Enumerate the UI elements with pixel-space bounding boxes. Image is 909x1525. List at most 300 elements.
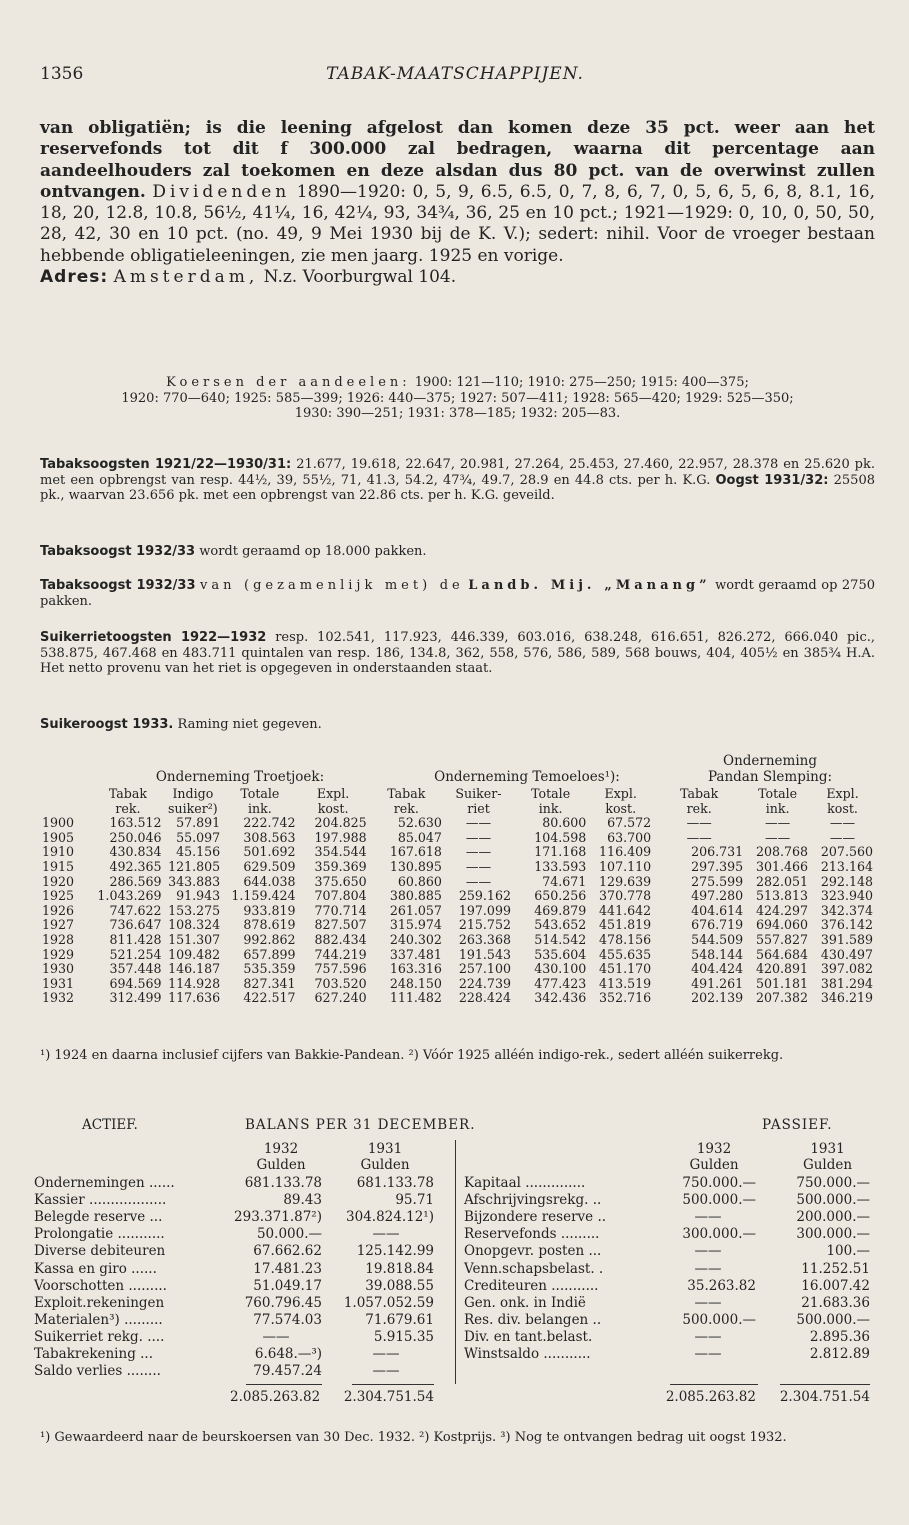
actief-year-a: 1932 (263, 1141, 299, 1157)
passief-item-1931: 2.812.89 (809, 1346, 870, 1362)
table-row-cell: 352.716 (599, 990, 652, 1006)
table-row-cell: 544.509 (691, 931, 744, 947)
table-row-cell: 770.714 (314, 902, 367, 918)
table-row-cell: 451.819 (599, 917, 652, 933)
actief-rule-b (352, 1384, 434, 1385)
table-header-row-cell: Tabak (387, 786, 426, 801)
table-row-cell: 736.647 (109, 917, 162, 933)
actief-item-1931: 95.71 (395, 1192, 434, 1209)
table-row-cell: 167.618 (389, 844, 442, 860)
table-row-cell: —— (465, 858, 492, 874)
passief-item-1931: 16.007.42 (801, 1277, 870, 1294)
table-row-cell: 422.517 (243, 990, 296, 1006)
table-row (40, 904, 875, 919)
table-row-cell: 222.742 (243, 815, 296, 831)
table-row-cell: 491.261 (691, 975, 744, 991)
passief-item-label: Res. div. belangen .. (464, 1311, 602, 1328)
oogsten-label: Tabaksoogsten 1921/22—1930/31: (40, 457, 292, 472)
actief-total-b: 2.304.751.54 (343, 1389, 434, 1405)
passief-total-b: 2.304.751.54 (779, 1389, 870, 1405)
actief-item-1931: 125.142.99 (356, 1243, 434, 1260)
table-row-cell: 228.424 (458, 990, 511, 1006)
koersen-text2: 1920: 770—640; 1925: 585—399; 1926: 440—375; 1927: 507—411; 1928: 565—420; 1929: 525—350; (121, 390, 794, 406)
table-row-cell: 261.057 (389, 902, 442, 918)
table-row-cell: 207.560 (820, 844, 873, 860)
actief-item-1932: 77.574.03 (253, 1311, 322, 1328)
balance-sheet (34, 1117, 875, 1408)
table-row-cell: 346.219 (820, 990, 873, 1006)
table-row-cell: 564.684 (755, 946, 809, 962)
table-row-cell: 204.825 (314, 815, 367, 831)
table-header-row (40, 802, 875, 817)
table-row-cell: 1910 (42, 844, 75, 860)
suikeroogst-label: Suikeroogst 1933. (40, 717, 174, 732)
address-city: Amsterdam, (113, 267, 259, 288)
table-row-cell: 1915 (42, 858, 75, 874)
suikerriet-text: resp. 102.541, 117.923, 446.339, 603.016, 638.248, 616.651, 826.272, 666.040 pic., 538.875, 467.468 en 483.711 quintalen van resp. 186, 134.8, 362, 558, 576, 586, 589, 568 bouws, 404, 405½ en 385¾ H.A. Het netto provenu van het riet is opgegeven in onderstaanden staat. (40, 630, 876, 676)
group-troetjoek: Onderneming Troetjoek: (155, 769, 325, 785)
actief-item-label: Ondernemingen ...... (34, 1175, 175, 1191)
table-row-cell: 197.988 (314, 829, 367, 845)
table-row-cell: —— (829, 829, 856, 845)
passief-item-label: Div. en tant.belast. (464, 1328, 593, 1345)
passief-year-b: 1931 (810, 1141, 845, 1157)
group-temoeloes: Onderneming Temoeloes¹): (434, 769, 620, 785)
table-row-cell: 1931 (42, 975, 75, 991)
table-row-cell: 104.598 (534, 829, 587, 845)
table-row-cell: 354.544 (314, 844, 367, 860)
table-row-cell: 1920 (42, 873, 75, 889)
passief-item-1931: 500.000.— (796, 1192, 870, 1209)
actief-item-label: Suikerriet rekg. .... (34, 1328, 165, 1345)
table-row-cell: 146.187 (168, 961, 221, 977)
table-row-cell: 492.365 (109, 858, 162, 874)
table-row-cell: 477.423 (534, 975, 587, 991)
table-row-cell: 240.302 (389, 931, 442, 947)
passief-item-1932: —— (694, 1260, 722, 1277)
actief-item-label: Kassier .................. (34, 1192, 167, 1209)
table-row-cell: 108.324 (168, 917, 221, 933)
table-row-cell: 478.156 (599, 931, 652, 947)
balans-actief-title: ACTIEF. (82, 1117, 138, 1133)
table-row-cell: 171.168 (534, 844, 587, 860)
table-row-cell: 430.834 (109, 844, 162, 860)
table-row-cell: 57.891 (176, 815, 221, 831)
table-row-cell: 557.827 (755, 931, 809, 947)
table-row-cell: 250.046 (109, 829, 162, 845)
table-row-cell: 342.374 (820, 902, 873, 918)
oogst-text: 25508 pk., waarvan 23.656 pk. met een opbrengst van 22.86 cts. per h. K.G. geveild. (40, 472, 875, 503)
table-row-cell: —— (465, 829, 492, 845)
table-row-cell: 297.395 (691, 858, 744, 874)
table-row-cell: 430.100 (534, 961, 587, 977)
table-row-cell: 501.181 (755, 975, 809, 991)
table-row-cell: 308.563 (243, 829, 296, 845)
table-row-cell: 455.635 (599, 946, 652, 962)
table-header-row-cell: kost. (317, 800, 349, 816)
table-row-cell: 543.652 (534, 917, 587, 933)
table-row-cell: 513.813 (755, 888, 809, 904)
table-row-cell: 703.520 (314, 975, 367, 991)
actief-item-1931: 304.824.12¹) (346, 1209, 434, 1226)
table-row-cell: 117.636 (168, 990, 221, 1006)
table-row (40, 860, 875, 875)
table-row-cell: 121.805 (168, 858, 221, 874)
koersen-block (40, 375, 875, 422)
table-row-cell: 451.170 (599, 961, 652, 977)
table-row-cell: 207.382 (755, 990, 809, 1006)
actief-item-1931: 681.133.78 (356, 1175, 434, 1191)
table-row-cell: 469.879 (534, 902, 587, 918)
table-row-cell: 370.778 (599, 888, 652, 904)
table-row-cell: 91.943 (176, 888, 221, 904)
table-row-cell: 312.499 (109, 990, 162, 1006)
table-header-row-cell: Expl. (316, 786, 350, 801)
table-row (40, 962, 875, 977)
table-row-cell: 202.139 (691, 990, 744, 1006)
passief-item-1932: 500.000.— (682, 1311, 756, 1328)
table-header-row-cell: rek. (393, 800, 419, 816)
passief-item-label: Afschrijvingsrekg. .. (464, 1192, 602, 1209)
table-row-cell: 263.368 (458, 931, 511, 947)
table-row-cell: 67.572 (607, 815, 652, 831)
actief-item-label: Kassa en giro ...... (34, 1260, 157, 1277)
table-row-cell: 694.569 (109, 975, 162, 991)
table-row-cell: 301.466 (755, 858, 809, 874)
table-row-cell: 1925 (42, 888, 75, 904)
table-row-cell: 404.614 (691, 902, 744, 918)
table-row-cell: 397.082 (820, 961, 873, 977)
intro-text-a: van obligatiën; is die leening afgelost dan komen deze 35 pct. weer aan het reservefonds tot dit f 300.000 zal bedragen, waarna dit percentage aan aandeelhouders zal toekomen en deze alsdan dus 80 pct. van de overwinst zullen ontvangen. (40, 118, 875, 202)
passief-item-1932: 300.000.— (682, 1226, 756, 1243)
balans-title: BALANS PER 31 DECEMBER. (245, 1117, 476, 1133)
actief-unit-b: Gulden (360, 1157, 410, 1173)
table-row-cell: 514.542 (534, 931, 587, 947)
oogsten-block (40, 457, 875, 504)
actief-item-1932: 51.049.17 (253, 1277, 322, 1294)
table-row-cell: 74.671 (542, 873, 587, 889)
actief-item-label: Diverse debiteuren (34, 1243, 166, 1260)
table-row (40, 977, 875, 992)
oogsten-text: 21.677, 19.618, 22.647, 20.981, 27.264, 25.453, 27.460, 22.957, 28.378 en 25.620 pk. met een opbrengst van resp. 44½, 39, 55½, 71, 41.3, 54.2, 47¾, 49.7, 28.9 en 44.8 cts. per h. K.G. (40, 457, 876, 488)
running-title: TABAK-MAATSCHAPPIJEN. (326, 64, 584, 84)
table-row-cell: 744.219 (314, 946, 367, 962)
table-header-row-cell: ink. (765, 800, 790, 816)
table-row-cell: 933.819 (243, 902, 296, 918)
table-row-cell: 1.159.424 (231, 888, 296, 904)
table-row-cell: 404.424 (691, 961, 744, 977)
table-header-row-cell: ink. (538, 800, 563, 816)
table-row-cell: 224.739 (458, 975, 511, 991)
table-row-cell: 206.731 (691, 844, 744, 860)
passief-item-1932: 750.000.— (682, 1175, 756, 1191)
suikeroogst-block (40, 717, 875, 733)
passief-item-label: Winstsaldo ........... (464, 1346, 591, 1362)
passief-item-label: Reservefonds ......... (464, 1226, 600, 1243)
table-row-cell: 107.110 (599, 858, 652, 874)
table-row (40, 889, 875, 904)
table-row-cell: 213.164 (820, 858, 873, 874)
actief-item-1932: 50.000.— (256, 1226, 322, 1243)
table-row-cell: 381.294 (820, 975, 873, 991)
table-row-cell: 52.630 (397, 815, 442, 831)
table-row-cell: 153.275 (168, 902, 221, 918)
table-header-row-cell: Tabak (108, 786, 147, 801)
actief-item-1932: 293.371.87²) (234, 1209, 322, 1226)
actief-item-1932: 89.43 (283, 1192, 322, 1209)
table-row-cell: 208.768 (755, 844, 809, 860)
passief-rule-b (780, 1384, 870, 1385)
oogst2-company: Landb. Mij. „Manang” (468, 578, 711, 593)
table-row-cell: 60.860 (397, 873, 442, 889)
table-row-cell: 1927 (42, 917, 75, 933)
oogst2-label: Tabaksoogst 1932/33 (40, 578, 196, 593)
table-row-cell: 535.359 (243, 961, 296, 977)
actief-item-1932: 17.481.23 (253, 1260, 322, 1277)
table-header-row-cell (40, 802, 92, 817)
address-label: Adres: (40, 267, 109, 288)
passief-item-1932: —— (694, 1243, 722, 1260)
table-header-row-cell (40, 787, 92, 802)
table-header-row-cell: Expl. (604, 786, 637, 801)
intro-text-b: 1890—1920: 0, 5, 9, 6.5, 6.5, 0, 7, 8, 6, 7, 0, 5, 6, 5, 6, 8, 8.1, 16, 18, 20, 12.8, 10.8, 56½, 41¼, 16, 42¼, 93, 34¾, 36, 25 en 10 pct.; 1921—1929: 0, 10, 0, 50, 50, 28, 42, 30 en 10 pct. (no. 49, 9 Mei 1930 bij de K. V.); sedert: nihil. Voor de vroeger bestaan hebbende obligatieleeningen, zie men jaarg. 1925 en vorige. (40, 181, 875, 266)
passief-total-a: 2.085.263.82 (665, 1389, 756, 1405)
table-row-cell: 1928 (42, 931, 75, 947)
passief-item-1931: 300.000.— (796, 1226, 870, 1243)
table-row (40, 816, 875, 831)
actief-item-1931: 19.818.84 (365, 1260, 434, 1277)
table-row-cell: 55.097 (176, 829, 221, 845)
table-row-cell: 420.891 (755, 961, 809, 977)
table-header-row-cell: Indigo (172, 786, 214, 801)
passief-item-1932: —— (694, 1346, 722, 1362)
table-header-row-cell: kost. (827, 800, 858, 816)
table-row-cell: —— (765, 815, 791, 831)
table-row-cell: 380.885 (389, 888, 442, 904)
table-header-row (40, 787, 875, 802)
balans-passief-title: PASSIEF. (762, 1117, 833, 1133)
table-header-row-cell: Totale (240, 786, 280, 801)
actief-unit-a: Gulden (256, 1157, 306, 1173)
actief-item-label: Materialen³) ......... (34, 1311, 163, 1328)
table-row-cell: 1929 (42, 946, 75, 962)
actief-item-1932: 79.457.24 (253, 1363, 322, 1380)
table-row-cell: 116.409 (599, 844, 652, 860)
passief-item-1931: 11.252.51 (801, 1260, 870, 1277)
actief-year-b: 1931 (367, 1141, 403, 1157)
table-row-cell: —— (829, 815, 856, 831)
table-header-row-cell: Totale (758, 786, 798, 801)
table-row-cell: 129.639 (599, 873, 652, 889)
passief-rule-a (670, 1384, 758, 1385)
actief-item-label: Voorschotten ......... (34, 1277, 167, 1294)
table-footnote: ¹) 1924 en daarna inclusief cijfers van Bakkie-Pandean. ²) Vóór 1925 alléén indigo-rek., sedert alléén suikerrekg. (40, 1048, 784, 1063)
table-row-cell: 257.100 (458, 961, 511, 977)
table-row-cell: 343.883 (168, 873, 221, 889)
table-row-cell: 707.804 (314, 888, 367, 904)
table-header-row-cell: rek. (686, 800, 712, 816)
passief-item-1932: —— (694, 1294, 722, 1311)
table-row-cell: 878.619 (243, 917, 296, 933)
actief-item-label: Belegde reserve ... (34, 1209, 163, 1226)
passief-item-1932: 35.263.82 (687, 1277, 756, 1294)
table-row-cell: 85.047 (397, 829, 442, 845)
table-row-cell: 286.569 (109, 873, 162, 889)
table-row-cell: 501.692 (243, 844, 296, 860)
passief-item-1932: 500.000.— (682, 1192, 756, 1209)
table-row-cell: 1905 (42, 829, 75, 845)
table-row-cell: 45.156 (176, 844, 221, 860)
table-row-cell: 747.622 (109, 902, 162, 918)
table-row-cell: —— (465, 844, 492, 860)
table-row-cell: 163.316 (389, 961, 442, 977)
table-row-cell: 424.297 (755, 902, 809, 918)
table-row-cell: 248.150 (389, 975, 442, 991)
table-row-cell: 992.862 (243, 931, 296, 947)
passief-unit-a: Gulden (689, 1157, 739, 1173)
actief-item-1931: —— (372, 1346, 400, 1362)
balans-divider (455, 1140, 456, 1384)
table-row (40, 991, 875, 1006)
actief-item-1931: 39.088.55 (365, 1277, 434, 1294)
table-row-cell: 827.507 (314, 917, 367, 933)
table-row-cell: 323.940 (820, 888, 873, 904)
suikerriet-block (40, 630, 875, 677)
passief-item-1931: 500.000.— (796, 1311, 870, 1328)
table-row-cell: 497.280 (691, 888, 744, 904)
table-header-row-cell: rek. (115, 800, 141, 816)
oogst1-label: Tabaksoogst 1932/33 (40, 544, 196, 559)
table-header-row-cell: Expl. (826, 786, 859, 801)
table-row-cell: 1.043.269 (97, 888, 162, 904)
table-row (40, 875, 875, 890)
table-row (40, 948, 875, 963)
oogst1-block (40, 544, 875, 560)
table-row-cell: 650.256 (534, 888, 587, 904)
table-row-cell: 430.497 (820, 946, 873, 962)
table-row (40, 918, 875, 933)
table-row-cell: —— (765, 829, 791, 845)
table-row-cell: —— (465, 873, 492, 889)
table-row-cell: 197.099 (458, 902, 511, 918)
passief-item-1932: —— (694, 1328, 722, 1345)
dividend-label: Dividenden (152, 181, 291, 202)
table-row-cell: 644.038 (243, 873, 296, 889)
table-row-cell: 151.307 (168, 931, 221, 947)
table-row-cell: 111.482 (389, 990, 442, 1006)
table-row-cell: 133.593 (534, 858, 587, 874)
intro-paragraph (40, 118, 875, 288)
passief-item-label: Kapitaal .............. (464, 1175, 586, 1191)
actief-item-1931: —— (372, 1363, 400, 1380)
actief-item-1931: —— (372, 1226, 400, 1243)
passief-unit-b: Gulden (802, 1157, 853, 1173)
table-row-cell: 359.369 (314, 858, 367, 874)
table-row-cell: 657.899 (243, 946, 296, 962)
table-row-cell: 275.599 (691, 873, 744, 889)
oogst2-text-a: van (gezamenlijk met) de (200, 578, 464, 593)
table-row-cell: 114.928 (168, 975, 221, 991)
table-row-cell: 292.148 (820, 873, 873, 889)
table-row-cell: 376.142 (820, 917, 873, 933)
table-row-cell: 1900 (42, 815, 75, 831)
table-header-row-cell: kost. (605, 800, 637, 816)
actief-item-1932: 681.133.78 (244, 1175, 322, 1191)
passief-item-1931: 750.000.— (796, 1175, 870, 1191)
table-row-cell: 627.240 (314, 990, 367, 1006)
actief-item-label: Prolongatie ........... (34, 1226, 165, 1243)
oogst1-text: wordt geraamd op 18.000 pakken. (199, 544, 427, 559)
actief-item-label: Tabakrekening ... (34, 1346, 154, 1362)
passief-year-a: 1932 (696, 1141, 732, 1157)
table-row-cell: —— (686, 829, 712, 845)
table-row-cell: 109.482 (168, 946, 221, 962)
passief-item-label: Venn.schapsbelast. . (464, 1260, 604, 1277)
actief-item-1932: —— (262, 1328, 290, 1345)
table-row-cell: —— (465, 815, 492, 831)
passief-item-1931: 100.— (826, 1243, 870, 1260)
table-header-row-cell: Suiker- (455, 786, 502, 801)
table-row (40, 845, 875, 860)
table-header-row-cell: Tabak (680, 786, 719, 801)
address-street: N.z. Voorburgwal 104. (263, 267, 457, 288)
table-row-cell: 163.512 (109, 815, 162, 831)
table-row-cell: 1932 (42, 990, 75, 1006)
passief-item-1931: 21.683.36 (801, 1294, 870, 1311)
table-header-row-cell: suiker²) (168, 800, 218, 816)
actief-item-1931: 5.915.35 (373, 1328, 434, 1345)
passief-item-1932: —— (694, 1209, 722, 1226)
table-row-cell: 130.895 (389, 858, 442, 874)
table-row (40, 933, 875, 948)
actief-item-1932: 760.796.45 (244, 1294, 322, 1311)
table-row-cell: 282.051 (755, 873, 809, 889)
actief-total-a: 2.085.263.82 (230, 1389, 321, 1405)
actief-rule-a (246, 1384, 322, 1385)
table-row-cell: 1926 (42, 902, 75, 918)
table-row-cell: 811.428 (109, 931, 162, 947)
actief-item-label: Saldo verlies ........ (34, 1363, 161, 1380)
table-row-cell: 80.600 (542, 815, 587, 831)
table-header-row-cell: Totale (531, 786, 571, 801)
table-row-cell: 629.509 (243, 858, 296, 874)
table-row-cell: 694.060 (755, 917, 809, 933)
table-row-cell: 413.519 (599, 975, 652, 991)
group-pandan-line2: Pandan Slemping: (707, 769, 833, 785)
table-row-cell: 548.144 (691, 946, 744, 962)
page-number: 1356 (40, 64, 84, 84)
revenue-table (40, 787, 875, 1006)
table-row-cell: 676.719 (691, 917, 744, 933)
passief-item-1931: 200.000.— (796, 1209, 870, 1226)
actief-item-1931: 71.679.61 (365, 1311, 434, 1328)
oogst2-block (40, 578, 875, 609)
suikeroogst-text: Raming niet gegeven. (177, 717, 322, 732)
table-row-cell: 315.974 (389, 917, 442, 933)
passief-item-label: Onopgevr. posten ... (464, 1243, 602, 1260)
table-header-row-cell: ink. (247, 800, 272, 816)
passief-item-label: Crediteuren ........... (464, 1277, 599, 1294)
table-row-cell: 391.589 (820, 931, 873, 947)
table-row-cell: 63.700 (607, 829, 652, 845)
page-header (40, 64, 870, 88)
table-row-cell: 521.254 (109, 946, 162, 962)
table-row-cell: 191.543 (458, 946, 511, 962)
suikerriet-label: Suikerrietoogsten 1922—1932 (40, 630, 267, 645)
table-row-cell: 441.642 (599, 902, 652, 918)
table-row (40, 831, 875, 846)
oogst-label: Oogst 1931/32: (715, 472, 829, 488)
